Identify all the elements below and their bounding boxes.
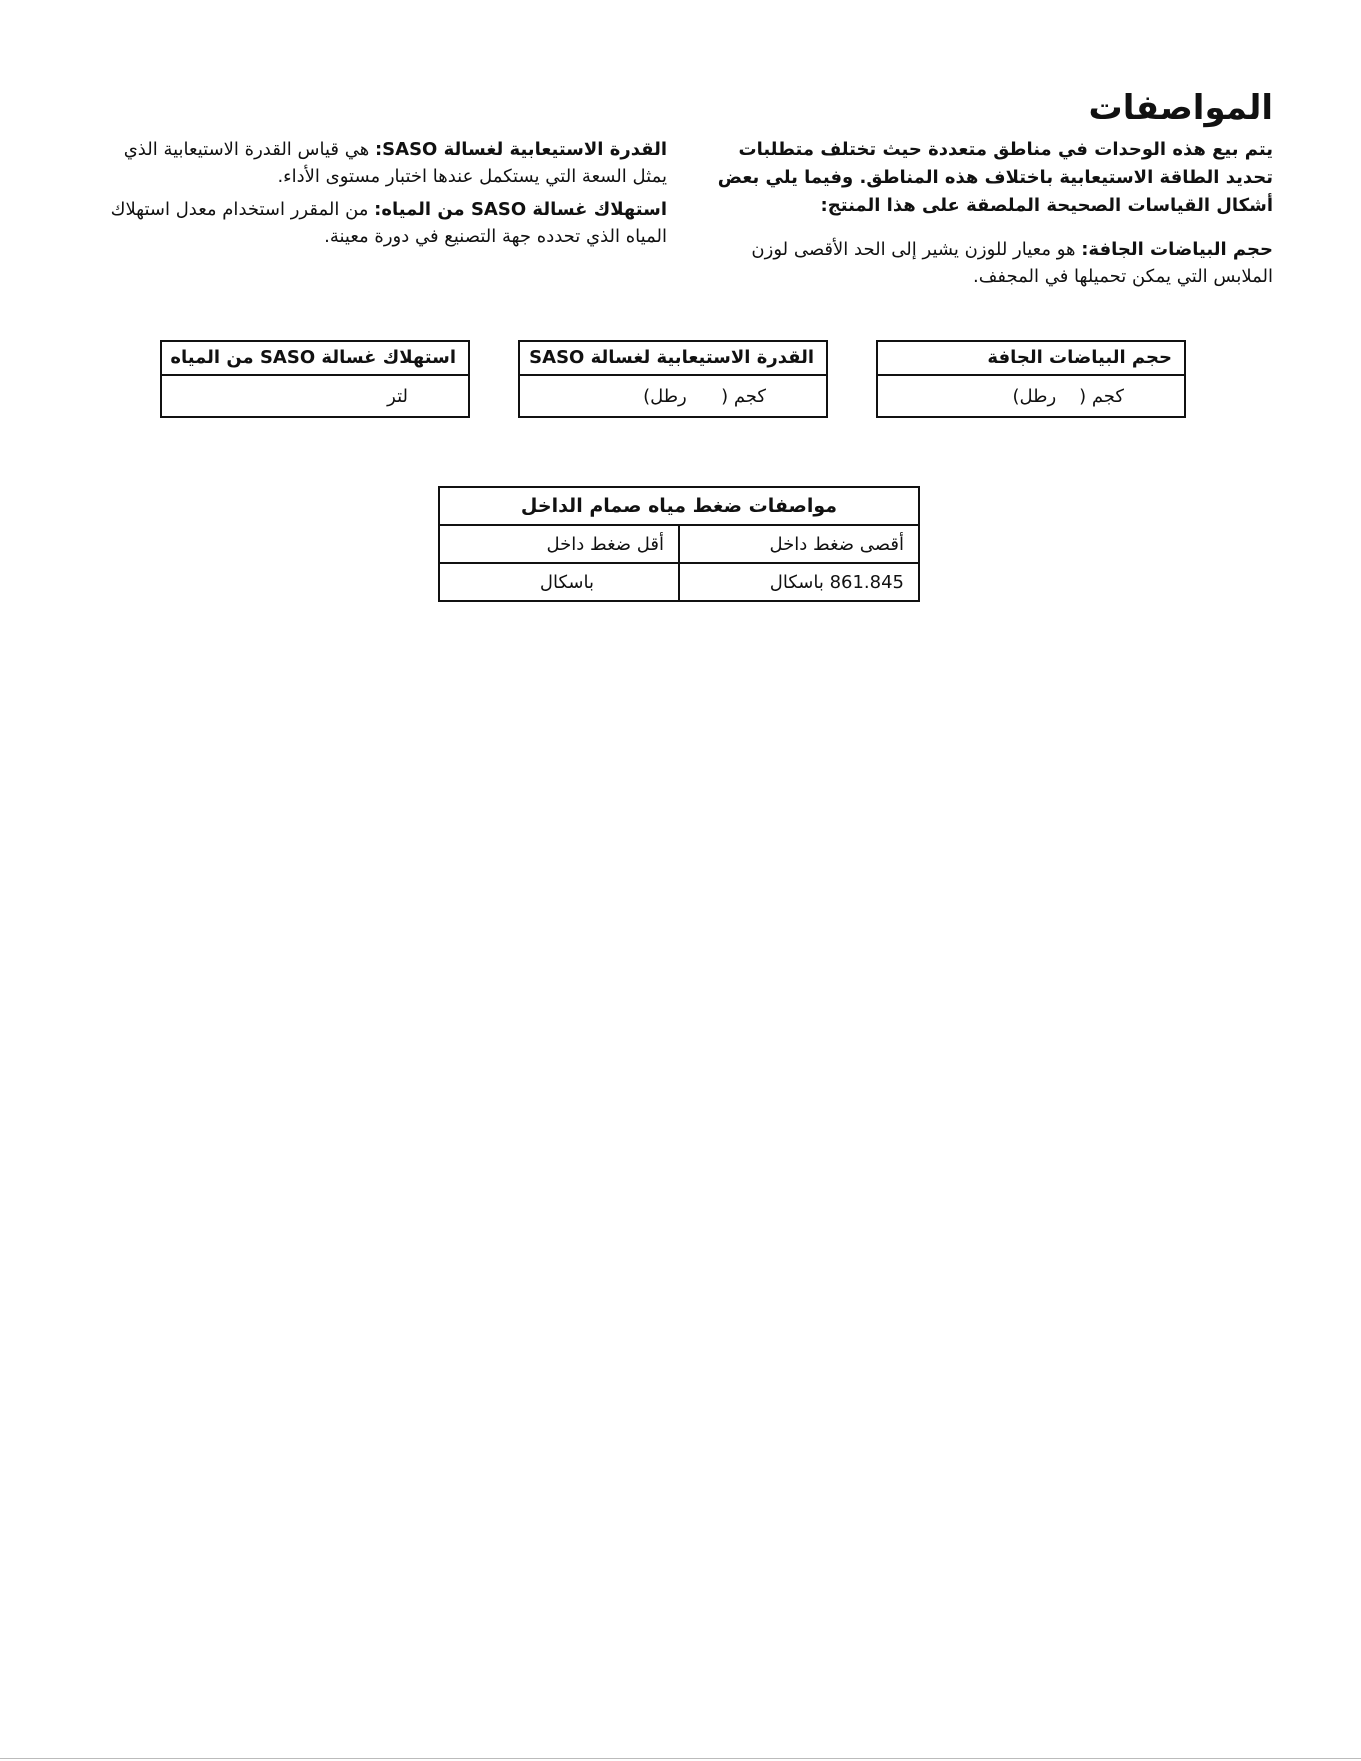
saso-water-box-header: استهلاك غسالة SASO من المياه (162, 342, 468, 376)
footer-divider (0, 1758, 1361, 1759)
saso-capacity-box-value: كجم ( رطل) (643, 386, 766, 407)
table-header-row (439, 525, 919, 563)
saso-water-text: من المقرر استخدام معدل استهلاك المياه الذي تحدده جهة التصنيع في دورة معينة. (110, 199, 667, 247)
saso-capacity-text: هي قياس القدرة الاستيعابية الذي يمثل السعة التي يستكمل عندها اختبار مستوى الأداء. (123, 139, 667, 187)
dry-load-box-value: كجم ( رطل) (1012, 386, 1124, 407)
max-pressure-header: أقصى ضغط داخل (679, 525, 919, 563)
dry-load-definition (693, 236, 1273, 290)
inlet-pressure-title: مواصفات ضغط مياه صمام الداخل (439, 487, 919, 525)
saso-capacity-box (518, 340, 828, 418)
min-pressure-header: أقل ضغط داخل (439, 525, 679, 563)
saso-water-definition (87, 196, 667, 250)
table-row (439, 563, 919, 601)
dry-load-box (876, 340, 1186, 418)
dry-load-text: هو معيار للوزن يشير إلى الحد الأقصى لوزن الملابس التي يمكن تحميلها في المجفف. (751, 239, 1273, 287)
saso-capacity-box-header: القدرة الاستيعابية لغسالة SASO (520, 342, 826, 376)
max-pressure-value: 861.845 باسكال (679, 563, 919, 601)
dry-load-box-header: حجم البياضات الجافة (878, 342, 1184, 376)
saso-water-term: استهلاك غسالة SASO من المياه: (374, 199, 667, 220)
min-pressure-value: باسكال (439, 563, 679, 601)
left-column (87, 136, 667, 256)
saso-water-box (160, 340, 470, 418)
saso-capacity-term: القدرة الاستيعابية لغسالة SASO: (374, 139, 667, 160)
page-title: المواصفات (1088, 88, 1273, 128)
saso-water-box-value: لتر (387, 386, 408, 407)
saso-capacity-definition (87, 136, 667, 190)
inlet-pressure-table (438, 486, 920, 602)
table-title-row (439, 487, 919, 525)
intro-paragraph: يتم بيع هذه الوحدات في مناطق متعددة حيث تختلف متطلبات تحديد الطاقة الاستيعابية باختلاف هذه المناطق. وفيما يلي بعض أشكال القياسات الصحيحة الملصقة على هذا المنتج: (717, 139, 1273, 216)
dry-load-term: حجم البياضات الجافة: (1081, 239, 1273, 260)
right-column (693, 136, 1273, 296)
